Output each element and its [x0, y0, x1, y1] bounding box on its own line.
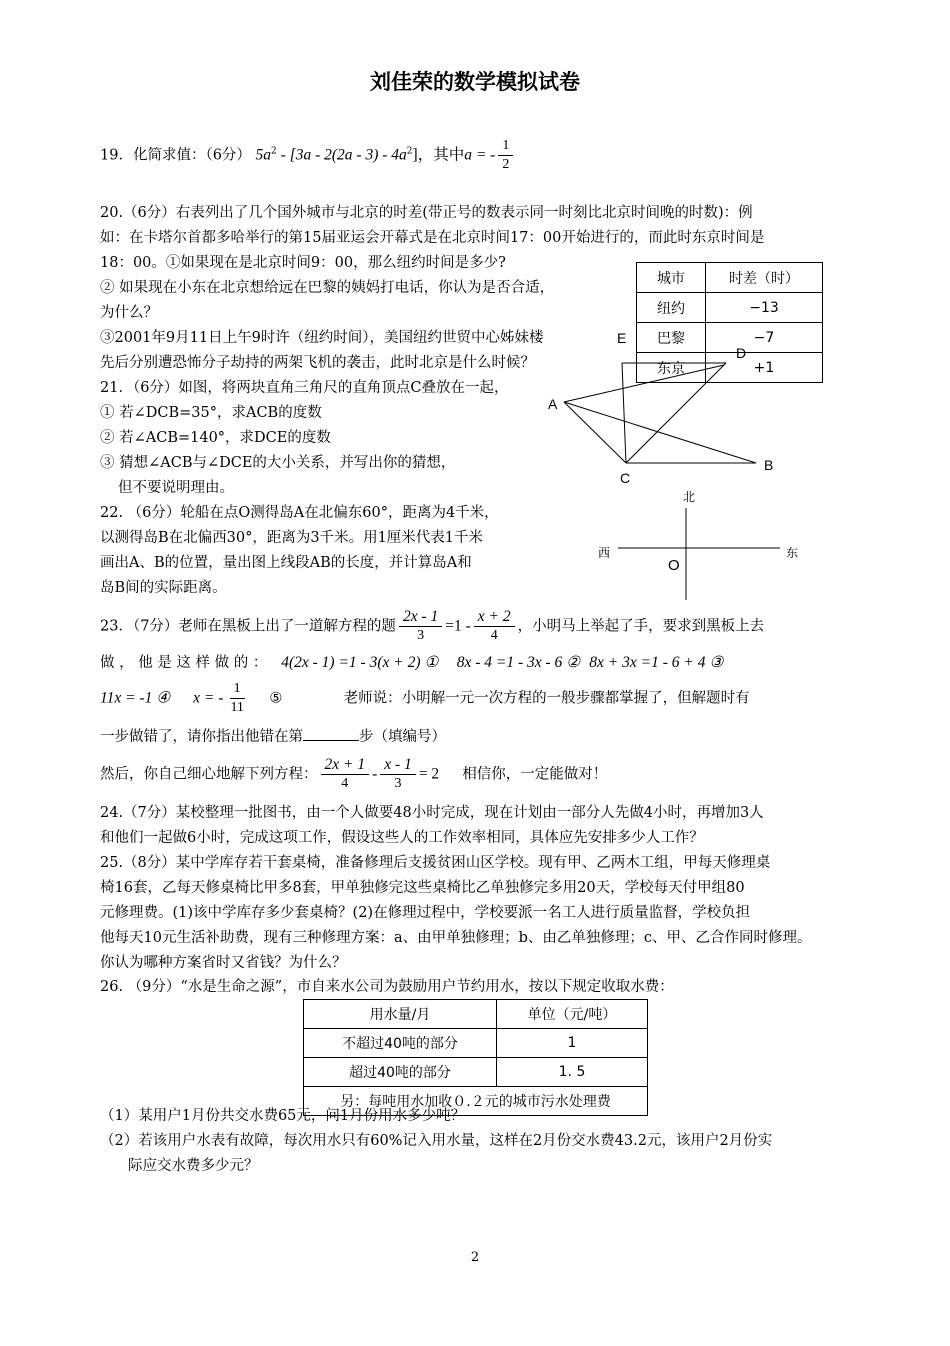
- table-cell: −13: [706, 293, 823, 323]
- table-header: 用水量/月: [304, 1000, 497, 1029]
- q19-expr-c: ]，其中: [412, 146, 465, 164]
- table-cell: 1: [497, 1029, 648, 1058]
- q25-line-4: 他每天10元生活补助费，现有三种修理方案：a、由甲单独修理；b、由乙单独修理；c、甲、乙合作同时修理。: [100, 930, 812, 946]
- step-5: x = -: [193, 689, 224, 707]
- q26-part-1: （1）某用户1月份共交水费65元，问1月份用水多少吨？: [100, 1108, 466, 1124]
- table-header: 时差（时）: [706, 263, 823, 293]
- q20-line-6: ③2001年9月11日上午9时许（纽约时间），美国纽约世贸中心姊妹楼: [100, 330, 544, 346]
- water-fee-table: [303, 999, 648, 1116]
- q20-line-4: ② 如果现在小东在北京想给远在巴黎的姨妈打电话，你认为是否合适，: [100, 280, 555, 296]
- q23-fraction-1: $\frac{2x - 1}{3}$: [399, 608, 442, 645]
- compass-origin: O: [668, 557, 680, 574]
- table-row: [637, 293, 823, 323]
- table-row: [304, 1000, 648, 1029]
- q19-square-2: 2: [406, 146, 413, 157]
- q20-line-7: 先后分别遭恐怖分子劫持的两架飞机的袭击，此时北京是什么时候？: [100, 355, 535, 371]
- q23-line-3: 11x = -1 ④ x = - $\frac{1}{11}$ ⑤ 老师说：小明解一元一次方程的一般步骤都掌握了，但解题时有: [100, 681, 750, 715]
- q21-line-2: ① 若∠DCB=35°，求ACB的度数: [100, 405, 322, 421]
- compass-diagram: [600, 500, 800, 610]
- step-3: 8x + 3x =1 - 6 + 4 ③: [589, 654, 724, 671]
- compass-west: 西: [598, 546, 611, 560]
- table-cell: 超过40吨的部分: [304, 1058, 497, 1087]
- q23-line-1: 23．（7分）老师在黑板上出了一道解方程的题 $\frac{2x - 1}{3}$ =1 - $\frac{x + 2}{4}$ ，小明马上举起了手，要求到黑板上去: [100, 608, 765, 643]
- q19-square: 2: [271, 146, 277, 157]
- table-header: 单位（元/吨）: [497, 1000, 648, 1029]
- q19-var: a = -: [464, 146, 496, 164]
- step-4: 11x = -1 ④: [100, 689, 171, 707]
- question-19: [100, 137, 516, 174]
- page-title: 刘佳荣的数学模拟试卷: [370, 70, 580, 94]
- q19-label: 19．化简求值：（6分）: [100, 147, 251, 164]
- compass-east: 东: [786, 546, 799, 560]
- q26-part-2-line-1: （2）若该用户水表有故障，每次用水只有60%记入用水量，这样在2月份交水费43.2元，该用户2月份实: [100, 1133, 773, 1149]
- line-dc: [626, 363, 726, 463]
- table-note: 另：每吨用水加收０.２元的城市污水处理费: [304, 1087, 648, 1116]
- label-c: C: [620, 470, 631, 486]
- q21-line-3: ② 若∠ACB=140°，求DCE的度数: [100, 430, 331, 446]
- compass-north: 北: [683, 490, 696, 504]
- q23-fraction-2: $\frac{x + 2}{4}$: [474, 608, 515, 645]
- q20-line-2: 如：在卡塔尔首都多哈举行的第15届亚运会开幕式是在北京时间17：00开始进行的，而此时东京时间是: [100, 230, 765, 246]
- line-ba: [564, 402, 756, 463]
- q21-line-1: 21．（6分）如图，将两块直角三角尺的直角顶点C叠放在一起，: [100, 380, 509, 396]
- table-cell: 1. 5: [497, 1058, 648, 1087]
- line-ac: [564, 402, 626, 463]
- q23-line-5: 然后，你自己细心地解下列方程： $\frac{2x + 1}{4}$ - $\frac{x - 1}{3}$ = 2 相信你，一定能做对！: [100, 756, 608, 791]
- line-ce: [622, 363, 626, 463]
- label-b: B: [764, 457, 774, 473]
- q19-expr-b: - [3a - 2(2a - 3) - 4a: [276, 146, 407, 164]
- label-e: E: [617, 330, 627, 346]
- step-5-fraction: $\frac{1}{11}$: [230, 681, 244, 715]
- table-header: 城市: [637, 263, 706, 293]
- table-cell: 纽约: [637, 293, 706, 323]
- q24-line-1: 24.（7分）某校整理一批图书，由一个人做要48小时完成，现在计划由一部分人先做4小时，再增加3人: [100, 805, 764, 821]
- step-1: 4(2x - 1) =1 - 3(x + 2) ①: [281, 654, 439, 671]
- q21-line-5: 但不要说明理由。: [118, 480, 234, 496]
- q21-line-4: ③ 猜想∠ACB与∠DCE的大小关系，并写出你的猜想，: [100, 455, 456, 471]
- q23-line-4: 一步做错了，请你指出他错在第 步（填编号）: [100, 726, 446, 747]
- q22-line-3: 画出A、B的位置，量出图上线段AB的长度，并计算岛A和: [100, 555, 472, 571]
- table-row: [637, 263, 823, 293]
- q22-line-1: 22. （6分）轮船在点O测得岛A在北偏东60°，距离为4千米，: [100, 505, 499, 521]
- table-cell: 巴黎: [637, 323, 706, 353]
- q20-line-5: 为什么？: [100, 305, 158, 321]
- q25-line-5: 你认为哪种方案省时又省钱？为什么？: [100, 955, 347, 971]
- q24-line-2: 和他们一起做6小时，完成这项工作，假设这些人的工作效率相同，具体应先安排多少人工作？: [100, 830, 704, 846]
- q20-line-1: 20.（6分）右表列出了几个国外城市与北京的时差(带正号的数表示同一时刻比北京时间晚的时数)：例: [100, 205, 753, 221]
- q22-line-2: 以测得岛B在北偏西30°，距离为3千米。用1厘米代表1千米: [100, 530, 484, 546]
- label-a: A: [548, 396, 558, 412]
- q23-given-fraction-2: $\frac{x - 1}{3}$: [380, 756, 416, 793]
- q19-expr-a: 5a: [255, 146, 272, 164]
- q23-line-2: 做 ， 他 是 这 样 做 的 ： 4(2x - 1) =1 - 3(x + 2) ① 8x - 4 =1 - 3x - 6 ② 8x + 3x =1 - 6 + 4 ③: [100, 654, 724, 671]
- table-cell: −7: [706, 323, 823, 353]
- page-number: 2: [470, 1250, 480, 1265]
- table-cell: +1: [706, 353, 823, 383]
- answer-blank[interactable]: [303, 726, 359, 741]
- q23-given-fraction-1: $\frac{2x + 1}{4}$: [321, 756, 370, 793]
- q19-fraction: $\frac{1}{2}$: [498, 137, 513, 174]
- q26-part-2-line-2: 际应交水费多少元？: [128, 1158, 259, 1174]
- label-d: D: [736, 345, 747, 361]
- q20-line-3: 18：00。①如果现在是北京时间9：00，那么纽约时间是多少?: [100, 255, 506, 271]
- step-2: 8x - 4 =1 - 3x - 6 ②: [456, 654, 581, 671]
- table-row: [304, 1029, 648, 1058]
- q25-line-1: 25.（8分）某中学库存若干套桌椅，准备修理后支援贫困山区学校。现有甲、乙两木工组，甲每天修理桌: [100, 855, 771, 871]
- q25-line-3: 元修理费。(1)该中学库存多少套桌椅？(2)在修理过程中，学校要派一名工人进行质量监督，学校负担: [100, 905, 751, 921]
- line-ad: [564, 365, 724, 402]
- table-cell: 不超过40吨的部分: [304, 1029, 497, 1058]
- teacher-comment: 老师说：小明解一元一次方程的一般步骤都掌握了，但解题时有: [343, 690, 750, 707]
- q26-line-1: 26. （9分）“水是生命之源”，市自来水公司为鼓励用户节约用水，按以下规定收取水费：: [100, 979, 674, 995]
- q22-line-4: 岛B间的实际距离。: [100, 580, 227, 596]
- q25-line-2: 椅16套，乙每天修桌椅比甲多8套，甲单独修完这些桌椅比乙单独修完多用20天，学校每天付甲组80: [100, 880, 745, 896]
- table-row: [304, 1058, 648, 1087]
- triangle-diagram: [560, 330, 760, 470]
- table-cell: 东京: [637, 353, 706, 383]
